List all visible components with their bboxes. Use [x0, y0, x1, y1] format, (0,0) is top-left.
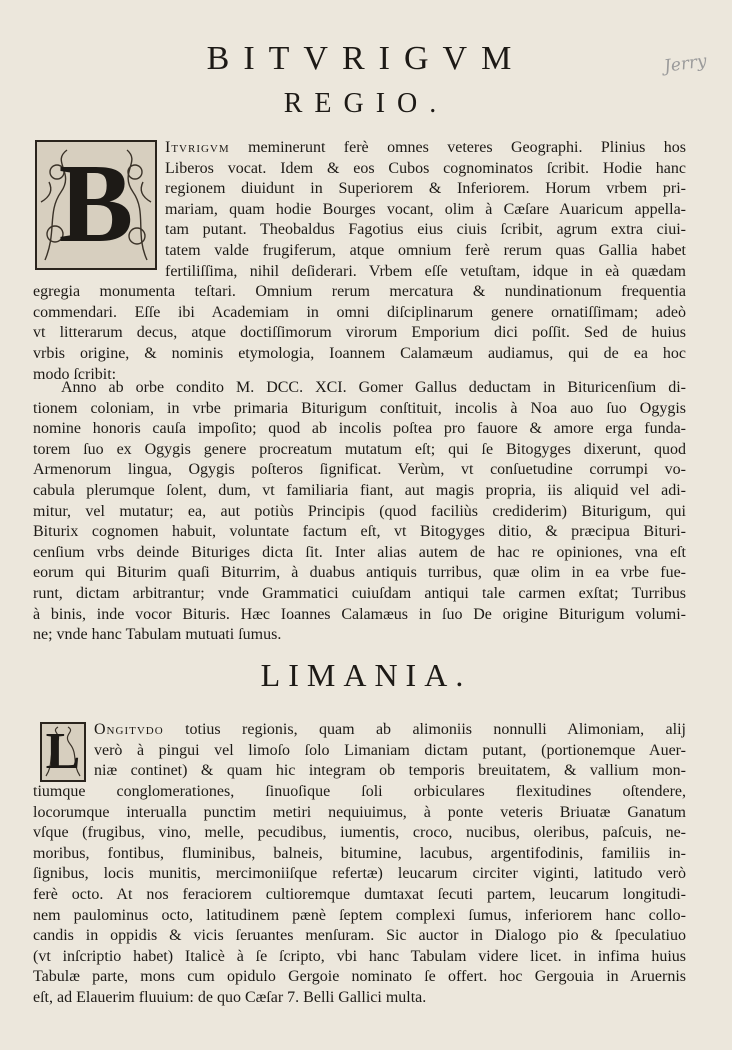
opening-words: Itvrigvm	[165, 139, 230, 156]
text-line: tam putant. Theobaldus Fagotius eius ciuis ſcribit, agrum extra ciui-	[165, 221, 686, 239]
decorated-initial-b	[35, 140, 157, 270]
text-line: ſignibus, locis munitis, mercimoniiſque refertæ) leucarum circiter viginti, latitudo verò	[33, 865, 686, 883]
page-title: BITVRIGVM	[206, 40, 526, 77]
text-line: Biturix cognomen habuit, voluntate factum eſt, vt Bitogyges ditio, & præcipua Bituri-	[33, 523, 686, 541]
text-line: tiumque conglomerationes, ſinuoſique ſoli orbiculares flexitudines oſtendere,	[33, 783, 686, 800]
text-line: cabula plerumque ſolent, dum, vt familiaria fiant, aut magis propria, iis aliquid vel adi-	[33, 481, 686, 499]
text-line: eſt, ad Elauerim fluuium: de quo Cæſar 7. Belli Gallici multa.	[33, 988, 427, 1006]
decorated-initial-l	[40, 722, 86, 782]
text-line: Armenorum lingua, Ogygis poſteros ſignificat. Verùm, vt conſuetudine corrumpi vo-	[33, 461, 686, 479]
text-line: vſque (frugibus, vino, melle, pecudibus, iumentis, croco, nucibus, oleribus, paſcuis, ne-	[33, 824, 686, 842]
opening-words: Ongitvdo	[94, 721, 164, 738]
text-line: mariam, quam hodie Bourges vocant, olim à Cæſare Auaricum appella-	[165, 200, 686, 218]
text-line: candis in oppidis & vicis ſeruantes menſuram. Sic auctor in Dialogo pio & ſpeculatiuo	[33, 927, 686, 945]
text-line: tionem coloniam, in vrbe primaria Biturigum conſtituit, incolis à Noa auo ſuo Ogygis	[33, 399, 686, 417]
initial-letter: B	[58, 142, 134, 266]
paragraph-calamaeus-quote	[33, 378, 686, 646]
text-line: à binis, inde vocor Bituris. Hæc Ioannes Calamæus in ſuo De origine Biturigum volumi-	[33, 605, 686, 623]
text-line: eorum qui Biturim quaſi Biturrim, à duabus antiquis turribus, quæ olim in ea vrbe fue-	[33, 564, 686, 582]
text-line: Liberos vocat. Idem & eos Cubos cognominatos ſcribit. Hodie hanc	[165, 159, 686, 177]
text-line: nem paulominus octo, latitudinem pænè ſeptem complexi ſumus, inferiorem hanc collo-	[33, 906, 686, 924]
text-line: fertiliſſima, nihil deſiderari. Vrbem eſſe vetuſtam, idque in eà quædam	[165, 262, 686, 280]
text-line: cenſium vrbs deinde Bituriges dicta ſit. Inter alias autem de hac re opiniones, vna eſt	[33, 543, 686, 561]
paragraph-limania	[33, 720, 686, 1009]
text-line: Tabulæ parte, mons cum opidulo Gergoie nominato ſe offert. hoc Gergouia in Aruernis	[33, 968, 686, 986]
text-line: modo ſcribit:	[33, 365, 117, 383]
text-line: vrbis origine, & nominis etymologia, Ioannem Calamæum audiamus, qui de ea hoc	[33, 344, 686, 362]
text-line: totius regionis, quam ab alimoniis nonnulli Alimoniam, alij	[163, 721, 686, 738]
text-line: runt, dictam arbitrantur; vnde Grammatici cuiuſdam antiqui tale carmen exſtat; Turribus	[33, 584, 686, 602]
text-line: ne; vnde hanc Tabulam mutuati ſumus.	[33, 626, 282, 644]
text-line: locorumque interualla punctim metiri nequiuimus, à ponte veteris Briuatæ Ganatum	[33, 803, 686, 821]
text-line: vt litterarum decus, atque doctiſſimorum virorum Emporium dici poſſit. Sed de huius	[33, 324, 686, 342]
text-line: meminerunt ferè omnes veteres Geographi. Plinius hos	[229, 139, 686, 156]
text-line: (vt inſcriptio habet) Italicè à ſe ſcripto, vbi hanc Tabulam videre licet. in infima huius	[33, 947, 686, 965]
text-line: ferè octo. At nos feraciorem cultioremque dumtaxat ſecuti partem, leucarum longitudi-	[33, 885, 686, 903]
paragraph-biturigum	[33, 138, 686, 385]
text-line: niæ continet) & quam hic integram ob temporis breuitatem, & vallium mon-	[94, 762, 686, 780]
text-line: nomine honoris cauſa impoſito; quod ab incolis poſtea pro fauore & amore erga funda-	[33, 420, 686, 438]
section-title-limania: LIMANIA.	[260, 657, 472, 693]
text-line: tatem valde frugiferum, atque omnium ferè rerum quas Gallia habet	[165, 241, 686, 259]
page-subtitle: REGIO.	[283, 88, 449, 119]
text-line: Anno ab orbe condito M. DCC. XCI. Gomer Gallus deductam in Bituricenſium di-	[61, 379, 686, 396]
text-line: torem ſuo ex Ogygis genere procreatum mutatum eſt; qui ſe Bitogyges dixerunt, quod	[33, 440, 686, 458]
pencil-annotation: Jerry	[662, 51, 708, 77]
text-line: regionem diuidunt in Superiorem & Inferiorem. Horum vrbem pri-	[165, 180, 686, 198]
text-line: commendari. Eſſe ibi Academiam in omni diſciplinarum genere ornatiſſimam; adeò	[33, 303, 686, 321]
text-line: egregia monumenta teſtari. Omnium rerum mercatura & nundinationum frequentia	[33, 283, 686, 301]
text-line: moribus, fontibus, fluminibus, balneis, bitumine, lacubus, argentifodinis, familiis in-	[33, 844, 686, 862]
text-line: mitur, vel mutatur; ea, aut potiùs Principis (quod faciliùs crediderim) Biturigum, qui	[33, 502, 686, 520]
initial-letter: L	[45, 723, 81, 780]
text-line: verò à pingui vel limoſo ſolo Limaniam dictam putant, (portionemque Auer-	[94, 741, 686, 759]
